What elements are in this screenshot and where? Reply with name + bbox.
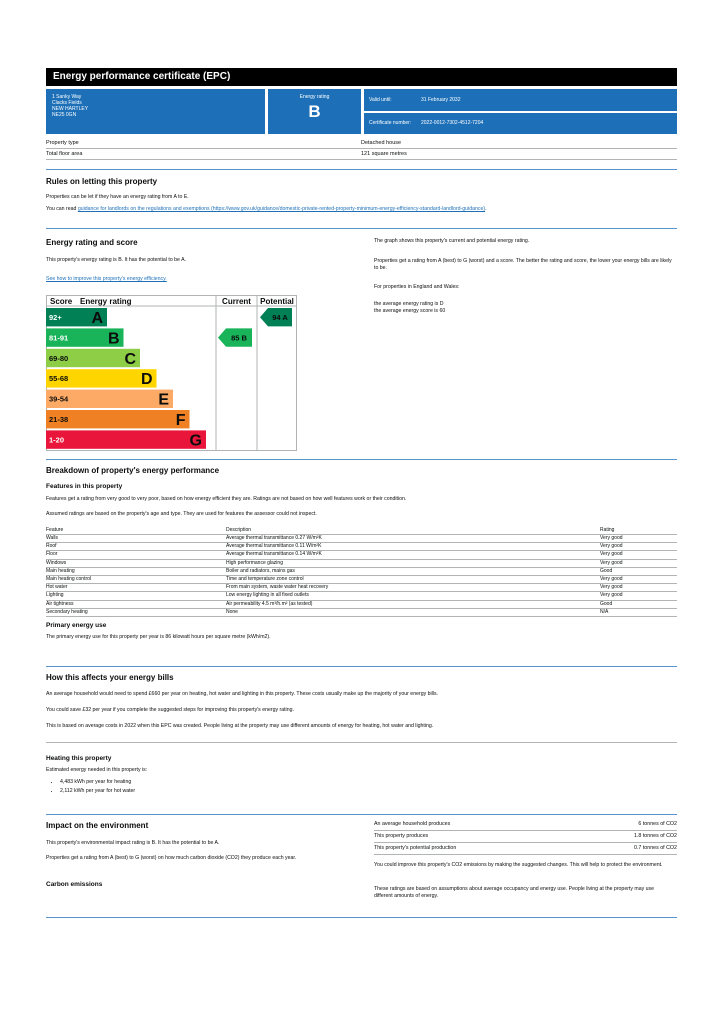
energy-rating-value: B xyxy=(308,102,321,121)
property-type-row xyxy=(46,138,677,149)
description-cell: Boiler and radiators, mains gas xyxy=(226,567,600,575)
description-cell: Low energy lighting in all fixed outlets xyxy=(226,592,600,600)
description-cell: From main system, waste water heat recovery xyxy=(226,584,600,592)
score-header: Score xyxy=(50,297,73,306)
primary-energy-text: The primary energy use for this property per year is 86 kilowatt hours per square metre (kWh/m2). xyxy=(46,633,271,640)
band-letter: C xyxy=(124,350,136,368)
feature-cell: Secondary heating xyxy=(46,608,226,616)
co2-improve-text: You could improve this property's CO2 emissions by making the suggested changes. This will help to protect the environment. xyxy=(374,862,663,868)
environment-rating-text: This property's environmental impact rating is B. It has the potential to be A. xyxy=(46,840,220,846)
section-divider xyxy=(46,169,677,170)
emissions-row xyxy=(374,843,677,855)
band-letter: D xyxy=(140,371,153,389)
band-score-range: 81-91 xyxy=(49,333,69,343)
potential-rating-label: 94 A xyxy=(272,313,288,322)
feature-cell: Walls xyxy=(46,535,226,543)
assumed-ratings-text: Assumed ratings are based on the property's age and type. They are used for features the assessor could not inspect. xyxy=(46,511,317,517)
rating-cell: Very good xyxy=(600,535,677,543)
table-row xyxy=(46,600,677,608)
floor-area-row xyxy=(46,149,677,160)
address-line: NE25 0GN xyxy=(52,112,77,118)
bills-average-text: An average household would need to spend £660 per year on heating, hot water and lighting in this property. These costs usually make up the majority of your energy bills. xyxy=(46,691,438,697)
feature-cell: Hot water xyxy=(46,584,226,592)
table-row xyxy=(46,567,677,575)
letting-guidance-prefix: You can read xyxy=(46,206,78,212)
description-cell: High performance glazing xyxy=(226,559,600,567)
certificate-number-value: 2022-0012-7302-4512-7204 xyxy=(421,120,484,127)
section-divider xyxy=(46,814,677,815)
energy-rating-box xyxy=(268,89,361,134)
features-table-body xyxy=(46,535,677,617)
list-item: • 2,112 kWh per year for hot water xyxy=(60,787,677,796)
carbon-emissions-heading: Carbon emissions xyxy=(46,881,103,888)
emissions-label: This property produces xyxy=(374,833,429,839)
emissions-row xyxy=(374,831,677,843)
letting-guidance-suffix: . xyxy=(485,206,487,212)
band-letter: A xyxy=(91,310,103,327)
description-cell: Average thermal transmittance 0.14 W/m²K xyxy=(226,551,600,559)
table-row xyxy=(46,584,677,592)
summary-panel xyxy=(46,89,677,134)
section-divider xyxy=(46,666,677,667)
rating-explanation: Properties get a rating from A (best) to G (worst) and a score. The better the rating and score, the lower your energy bills are likely to be. xyxy=(374,258,672,271)
feature-cell: Air tightness xyxy=(46,600,226,608)
energy-rating-chart xyxy=(46,295,298,453)
table-header-row xyxy=(46,526,677,535)
current-rating-label: 85 B xyxy=(231,333,247,343)
features-text: Features get a rating from very good to very poor, based on how energy efficient they are. Ratings are not based on how well features work or their condition. xyxy=(46,496,407,502)
bills-saving-text: You could save £32 per year if you complete the suggested steps for improving this property's energy rating. xyxy=(46,707,294,713)
landlord-guidance-link[interactable]: guidance for landlords on the regulations and exemptions (https://www.gov.uk/guidance/domestic-private-rented-property-minimum-energy-efficiency-standard-landlord-guidance) xyxy=(77,206,486,212)
certificate-details xyxy=(364,89,677,134)
footer-divider xyxy=(46,917,677,918)
column-header: Rating xyxy=(600,526,677,535)
table-row xyxy=(46,575,677,583)
table-row xyxy=(46,535,677,543)
feature-cell: Windows xyxy=(46,559,226,567)
feature-cell: Main heating xyxy=(46,567,226,575)
emissions-label: This property's potential production xyxy=(374,845,457,851)
energy-rating-label: Energy rating xyxy=(299,94,330,100)
letting-guidance xyxy=(46,206,677,213)
property-type-label: Property type xyxy=(46,140,79,146)
feature-cell: Lighting xyxy=(46,592,226,600)
environment-section xyxy=(46,814,677,918)
average-rating-text: the average energy rating is D xyxy=(374,301,444,307)
list-item: • 4,483 kWh per year for heating xyxy=(60,778,677,787)
band-score-range: 21-38 xyxy=(49,415,69,424)
valid-until-label: Valid until: xyxy=(369,96,392,103)
rating-cell: Very good xyxy=(600,584,677,592)
floor-area-label: Total floor area xyxy=(46,151,83,157)
valid-until-row xyxy=(364,89,677,111)
england-wales-text: For properties in England and Wales: xyxy=(374,284,460,290)
feature-cell: Floor xyxy=(46,551,226,559)
rating-cell: Very good xyxy=(600,543,677,551)
description-cell: Average thermal transmittance 0.27 W/m²K xyxy=(226,535,600,543)
band-score-range: 1-20 xyxy=(49,435,65,445)
potential-header: Potential xyxy=(260,297,294,306)
features-table xyxy=(46,526,677,617)
section-divider xyxy=(46,742,677,743)
ratings-assumptions-text: These ratings are based on assumptions about average occupancy and energy use. People living at the property may use different amounts of energy. xyxy=(374,886,655,899)
letting-heading: Rules on letting this property xyxy=(46,177,158,186)
band-bar xyxy=(75,430,206,448)
features-heading: Features in this property xyxy=(46,483,123,490)
graph-explanation: The graph shows this property's current and potential energy rating. xyxy=(374,238,530,244)
band-score-range: 69-80 xyxy=(49,353,69,363)
band-letter: G xyxy=(189,432,202,450)
improve-efficiency-link[interactable]: See how to improve this property's energy efficiency. xyxy=(46,276,167,282)
emissions-table xyxy=(374,819,677,855)
band-letter: B xyxy=(107,330,120,348)
description-cell: Time and temperature zone control xyxy=(226,575,600,583)
emissions-row xyxy=(374,819,677,831)
table-row xyxy=(46,608,677,616)
epc-page xyxy=(46,68,677,899)
average-score-text: the average energy score is 60 xyxy=(374,308,446,314)
section-divider xyxy=(46,228,677,229)
description-cell: None xyxy=(226,608,600,616)
certificate-number-label: Certificate number: xyxy=(369,120,412,127)
bills-section xyxy=(46,666,677,730)
property-address xyxy=(46,89,265,134)
feature-cell: Main heating control xyxy=(46,575,226,583)
energy-rating-header: Energy rating xyxy=(80,297,132,306)
bills-costs-text: This is based on average costs in 2022 when this EPC was created. People living at the property may use different amounts of energy for heating, hot water and lighting. xyxy=(46,723,434,729)
energy-heading: Energy rating and score xyxy=(46,238,138,247)
heating-list xyxy=(46,778,677,796)
rating-cell: Good xyxy=(600,567,677,575)
valid-until-value: 31 February 2032 xyxy=(421,96,461,103)
page-title: Energy performance certificate (EPC) xyxy=(46,68,677,86)
breakdown-section xyxy=(46,459,677,641)
bills-heading: How this affects your energy bills xyxy=(46,673,174,682)
feature-cell: Roof xyxy=(46,543,226,551)
emissions-value: 0.7 tonnes of CO2 xyxy=(634,845,677,851)
current-header: Current xyxy=(222,297,251,306)
letting-section xyxy=(46,169,677,213)
band-letter: F xyxy=(175,412,186,429)
column-header: Feature xyxy=(46,526,226,535)
primary-energy-heading: Primary energy use xyxy=(46,621,107,629)
heating-section xyxy=(46,742,677,796)
emissions-label: An average household produces xyxy=(374,821,451,827)
description-cell: Average thermal transmittance 0.11 W/m²K xyxy=(226,543,600,551)
property-type-value: Detached house xyxy=(361,140,402,146)
address-line: 1 Sanky Way xyxy=(52,94,82,100)
table-row xyxy=(46,559,677,567)
rating-cell: N/A xyxy=(600,608,677,616)
band-bar xyxy=(75,410,190,428)
section-divider xyxy=(46,459,677,460)
band-score-range: 92+ xyxy=(49,313,62,322)
table-row xyxy=(46,592,677,600)
table-row xyxy=(46,543,677,551)
table-row xyxy=(46,551,677,559)
rating-cell: Good xyxy=(600,600,677,608)
column-header: Description xyxy=(226,526,600,535)
band-score-range: 55-68 xyxy=(49,374,69,384)
energy-rating-text: This property's energy rating is B. It has the potential to be A. xyxy=(46,257,186,263)
environment-heading: Impact on the environment xyxy=(46,821,149,830)
section-divider xyxy=(46,917,677,918)
band-letter: E xyxy=(158,391,169,409)
heating-heading: Heating this property xyxy=(46,755,112,762)
description-cell: Air permeability 4.5 m³/h.m² (as tested) xyxy=(226,600,600,608)
rating-cell: Very good xyxy=(600,551,677,559)
rating-cell: Very good xyxy=(600,559,677,567)
heating-text: Estimated energy needed in this property is: xyxy=(46,767,148,773)
property-details xyxy=(46,138,677,160)
rating-cell: Very good xyxy=(600,592,677,600)
emissions-value: 1.8 tonnes of CO2 xyxy=(634,833,677,839)
letting-text: Properties can be let if they have an energy rating from A to E. xyxy=(46,194,189,200)
address-line: NEW HARTLEY xyxy=(52,106,89,112)
certificate-number-row xyxy=(364,113,677,135)
rating-cell: Very good xyxy=(600,575,677,583)
co2-explanation: Properties get a rating from A (best) to G (worst) on how much carbon dioxide (CO2) they produce each year. xyxy=(46,855,297,861)
band-score-range: 39-54 xyxy=(49,394,69,404)
breakdown-heading: Breakdown of property's energy performance xyxy=(46,466,220,475)
address-line: Clacks Fields xyxy=(52,100,82,106)
floor-area-value: 121 square metres xyxy=(361,151,407,157)
emissions-value: 6 tonnes of CO2 xyxy=(638,821,677,827)
